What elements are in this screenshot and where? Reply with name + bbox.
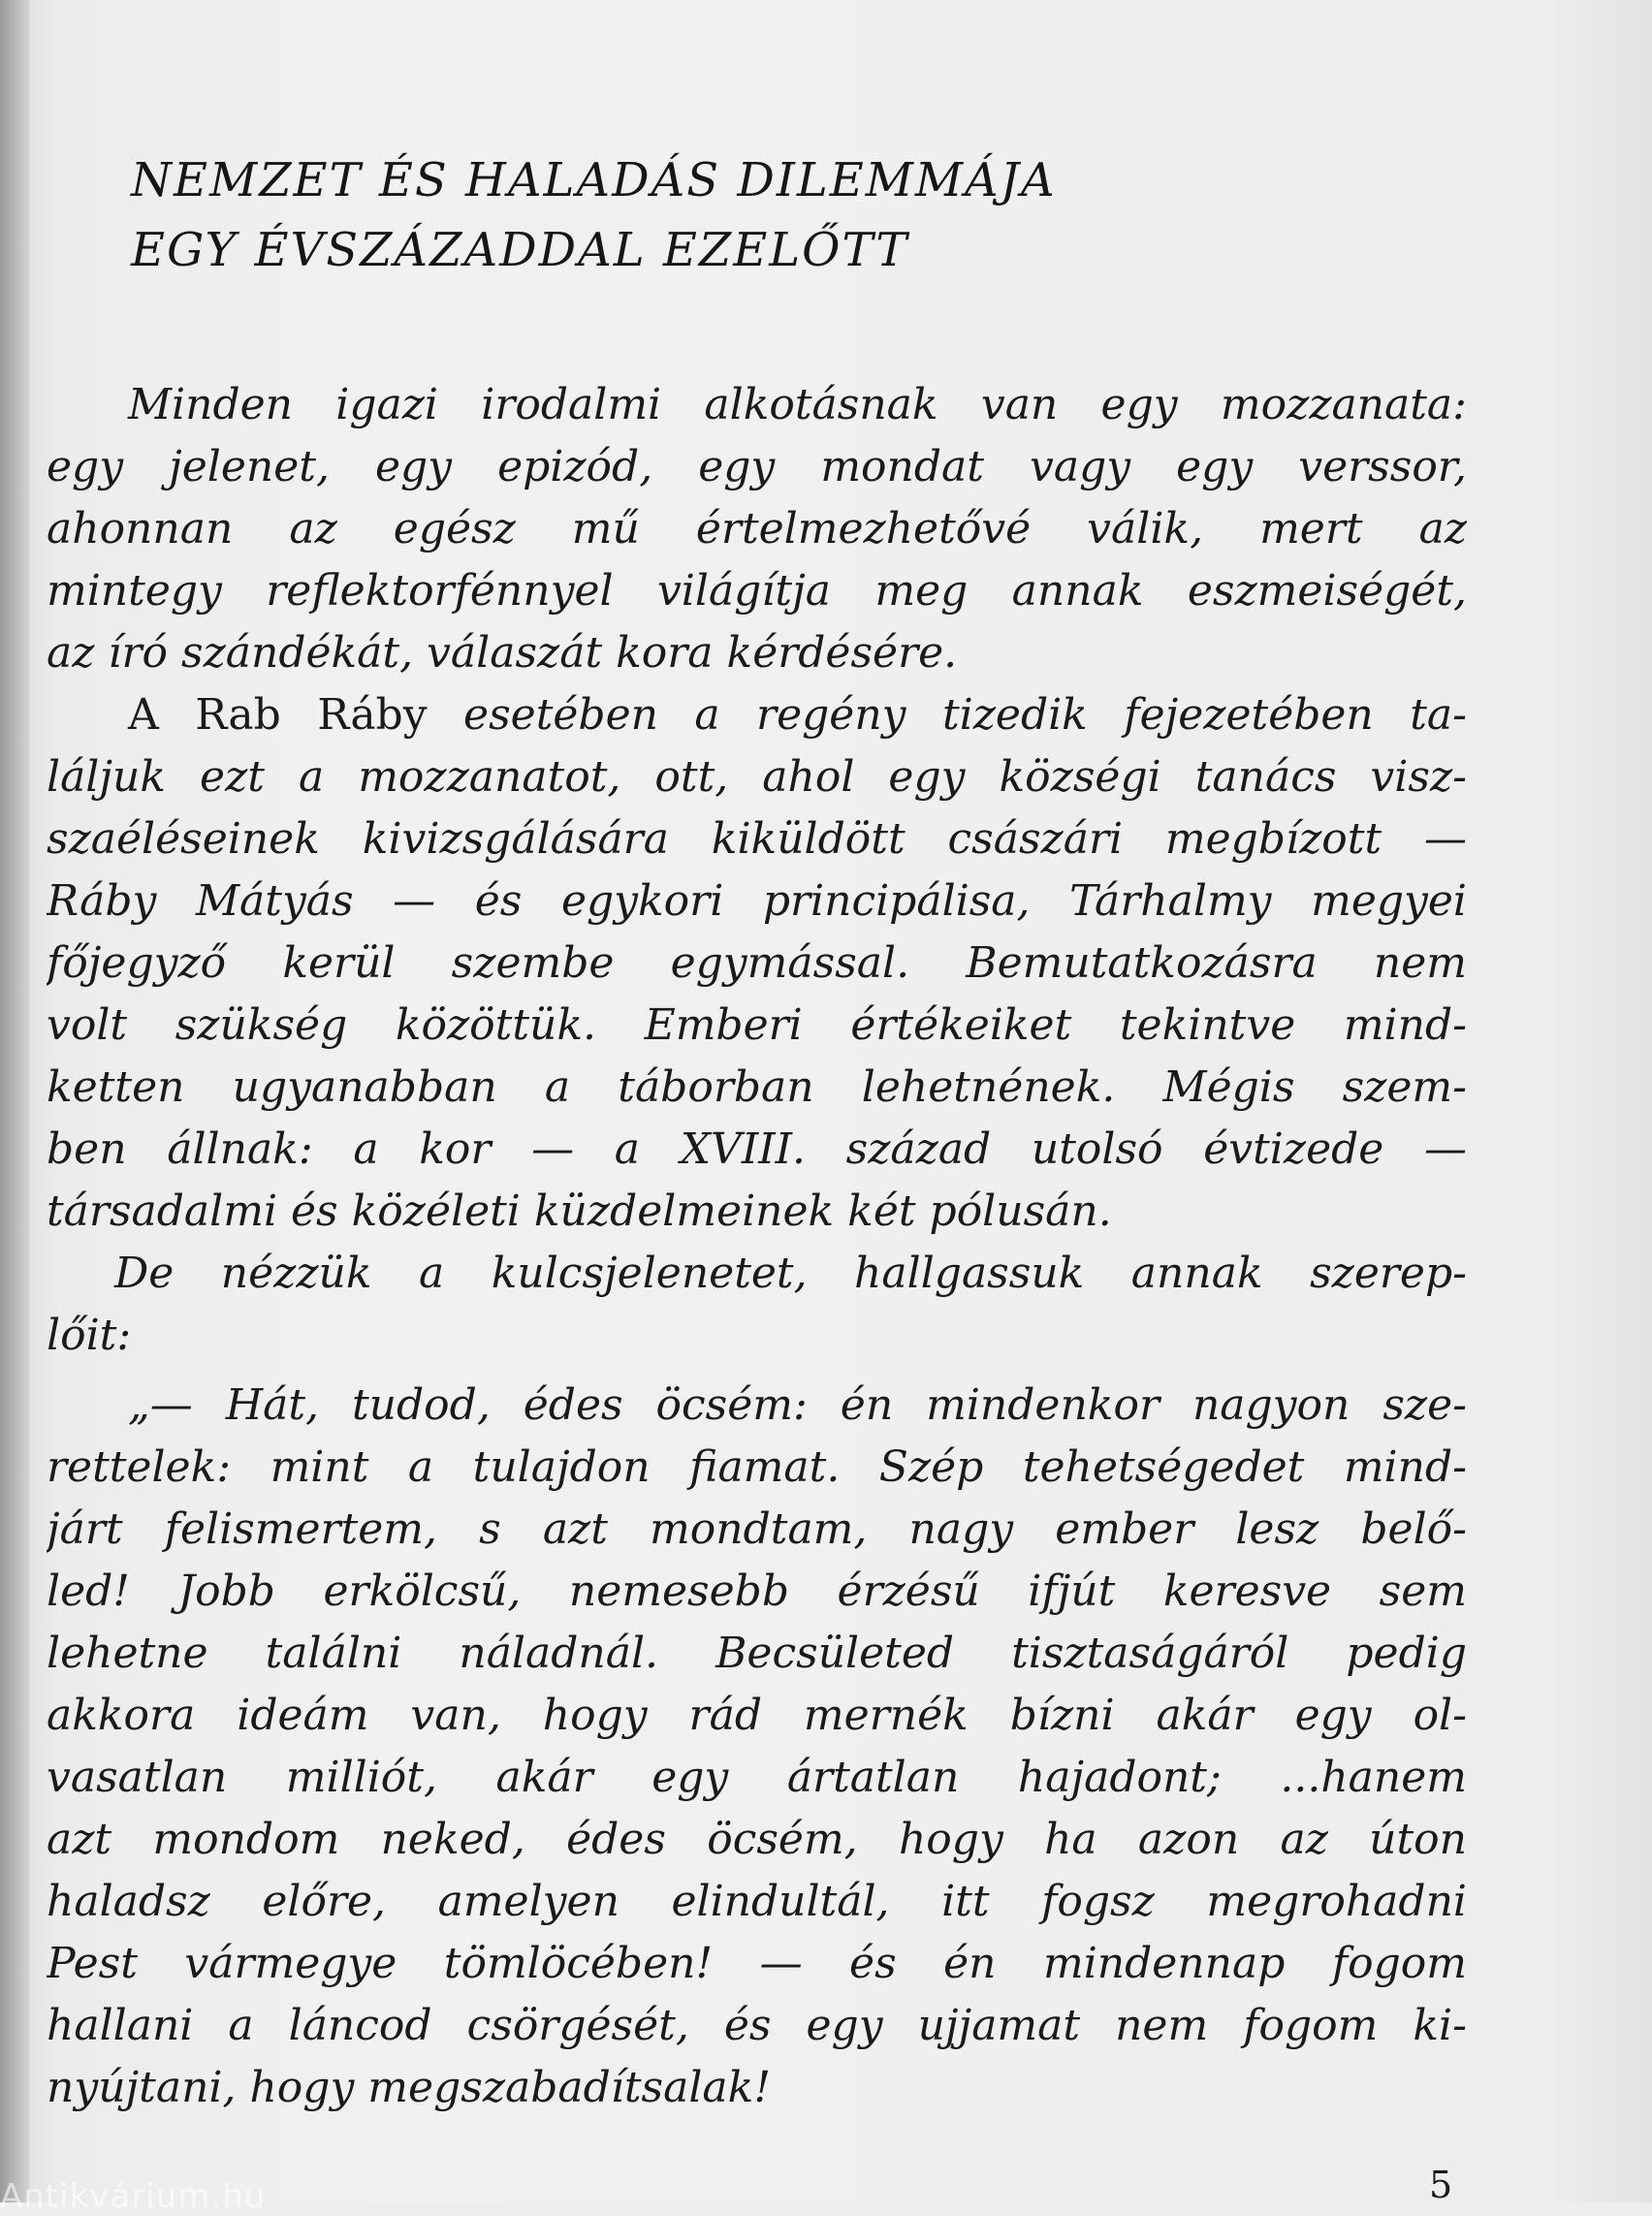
text-line: ketten ugyanabban a táborban lehetnének. Mégis szem- bbox=[47, 1062, 1467, 1112]
body-text bbox=[47, 374, 1467, 2119]
text-line: társadalmi és közéleti küzdelmeinek két pólusán. bbox=[47, 1187, 1112, 1236]
text-line: haladsz előre, amelyen elindultál, itt fogsz megrohadni bbox=[47, 1877, 1467, 1926]
text-line-first bbox=[47, 684, 1467, 746]
text-line: láljuk ezt a mozzanatot, ott, ahol egy községi tanács visz- bbox=[47, 752, 1467, 802]
text-line: ahonnan az egész mű értelmezhetővé válik, mert az bbox=[47, 504, 1467, 554]
text-line: vasatlan milliót, akár egy ártatlan hajadont; ...hanem bbox=[47, 1753, 1467, 1802]
text-line: Ráby Mátyás — és egykori principálisa, Tárhalmy megyei bbox=[47, 876, 1467, 926]
text-line: led! Jobb erkölcsű, nemesebb érzésű ifjút keresve sem bbox=[47, 1567, 1467, 1616]
text-line: mintegy reflektorfénnyel világítja meg annak eszmeiségét, bbox=[47, 566, 1467, 616]
text-line: egy jelenet, egy epizód, egy mondat vagy egy verssor, bbox=[47, 442, 1467, 491]
text-line: rettelek: mint a tulajdon fiamat. Szép tehetségedet mind- bbox=[47, 1442, 1467, 1492]
text-line: akkora ideám van, hogy rád mernék bízni akár egy ol- bbox=[47, 1691, 1467, 1740]
chapter-heading bbox=[131, 145, 1057, 285]
heading-line-1: NEMZET ÉS HALADÁS DILEMMÁJA bbox=[131, 153, 1057, 207]
text-line: De nézzük a kulcsjelenetet, hallgassuk annak szerep- bbox=[114, 1249, 1467, 1298]
text-line: lőit: bbox=[47, 1311, 132, 1360]
text-line: járt felismertem, s azt mondtam, nagy ember lesz belő- bbox=[47, 1504, 1467, 1554]
book-spine-shadow bbox=[0, 0, 29, 2202]
watermark: Antikvárium.hu bbox=[0, 2177, 267, 2216]
text-line: hallani a láncod csörgését, és egy ujjamat nem fogom ki- bbox=[47, 2001, 1467, 2050]
paragraph-3 bbox=[47, 1243, 1467, 1367]
text-line: ben állnak: a kor — a XVIII. század utolsó évtizede — bbox=[47, 1124, 1467, 1174]
text-line: szaéléseinek kivizsgálására kiküldött császári megbízott — bbox=[47, 814, 1467, 864]
text-line: nyújtani, hogy megszabadítsalak! bbox=[47, 2063, 772, 2112]
text-line: Pest vármegye tömlöcében! — és én mindennap fogom bbox=[47, 1939, 1467, 1988]
text-line: volt szükség közöttük. Emberi értékeiket tekintve mind- bbox=[47, 1000, 1467, 1050]
heading-line-2: EGY ÉVSZÁZADDAL EZELŐTT bbox=[131, 223, 909, 277]
text-line: „— Hát, tudod, édes öcsém: én mindenkor nagyon sze- bbox=[128, 1380, 1467, 1430]
text-line: az író szándékát, válaszát kora kérdésére. bbox=[47, 628, 958, 678]
text-line: Minden igazi irodalmi alkotásnak van egy mozzanata: bbox=[128, 380, 1467, 429]
paragraph-1 bbox=[47, 374, 1467, 684]
text-line: főjegyző kerül szembe egymással. Bemutatkozásra nem bbox=[47, 938, 1467, 988]
text-line: azt mondom neked, édes öcsém, hogy ha azon az úton bbox=[47, 1815, 1467, 1864]
paragraph-2 bbox=[47, 684, 1467, 1243]
paragraph-quote bbox=[47, 1375, 1467, 2119]
book-title-roman: A Rab Ráby bbox=[128, 690, 428, 740]
text-run: esetében a regény tizedik fejezetében ta- bbox=[427, 690, 1467, 740]
page-number: 5 bbox=[1429, 2164, 1453, 2206]
text-line: lehetne találni náladnál. Becsületed tisztaságáról pedig bbox=[47, 1629, 1467, 1678]
